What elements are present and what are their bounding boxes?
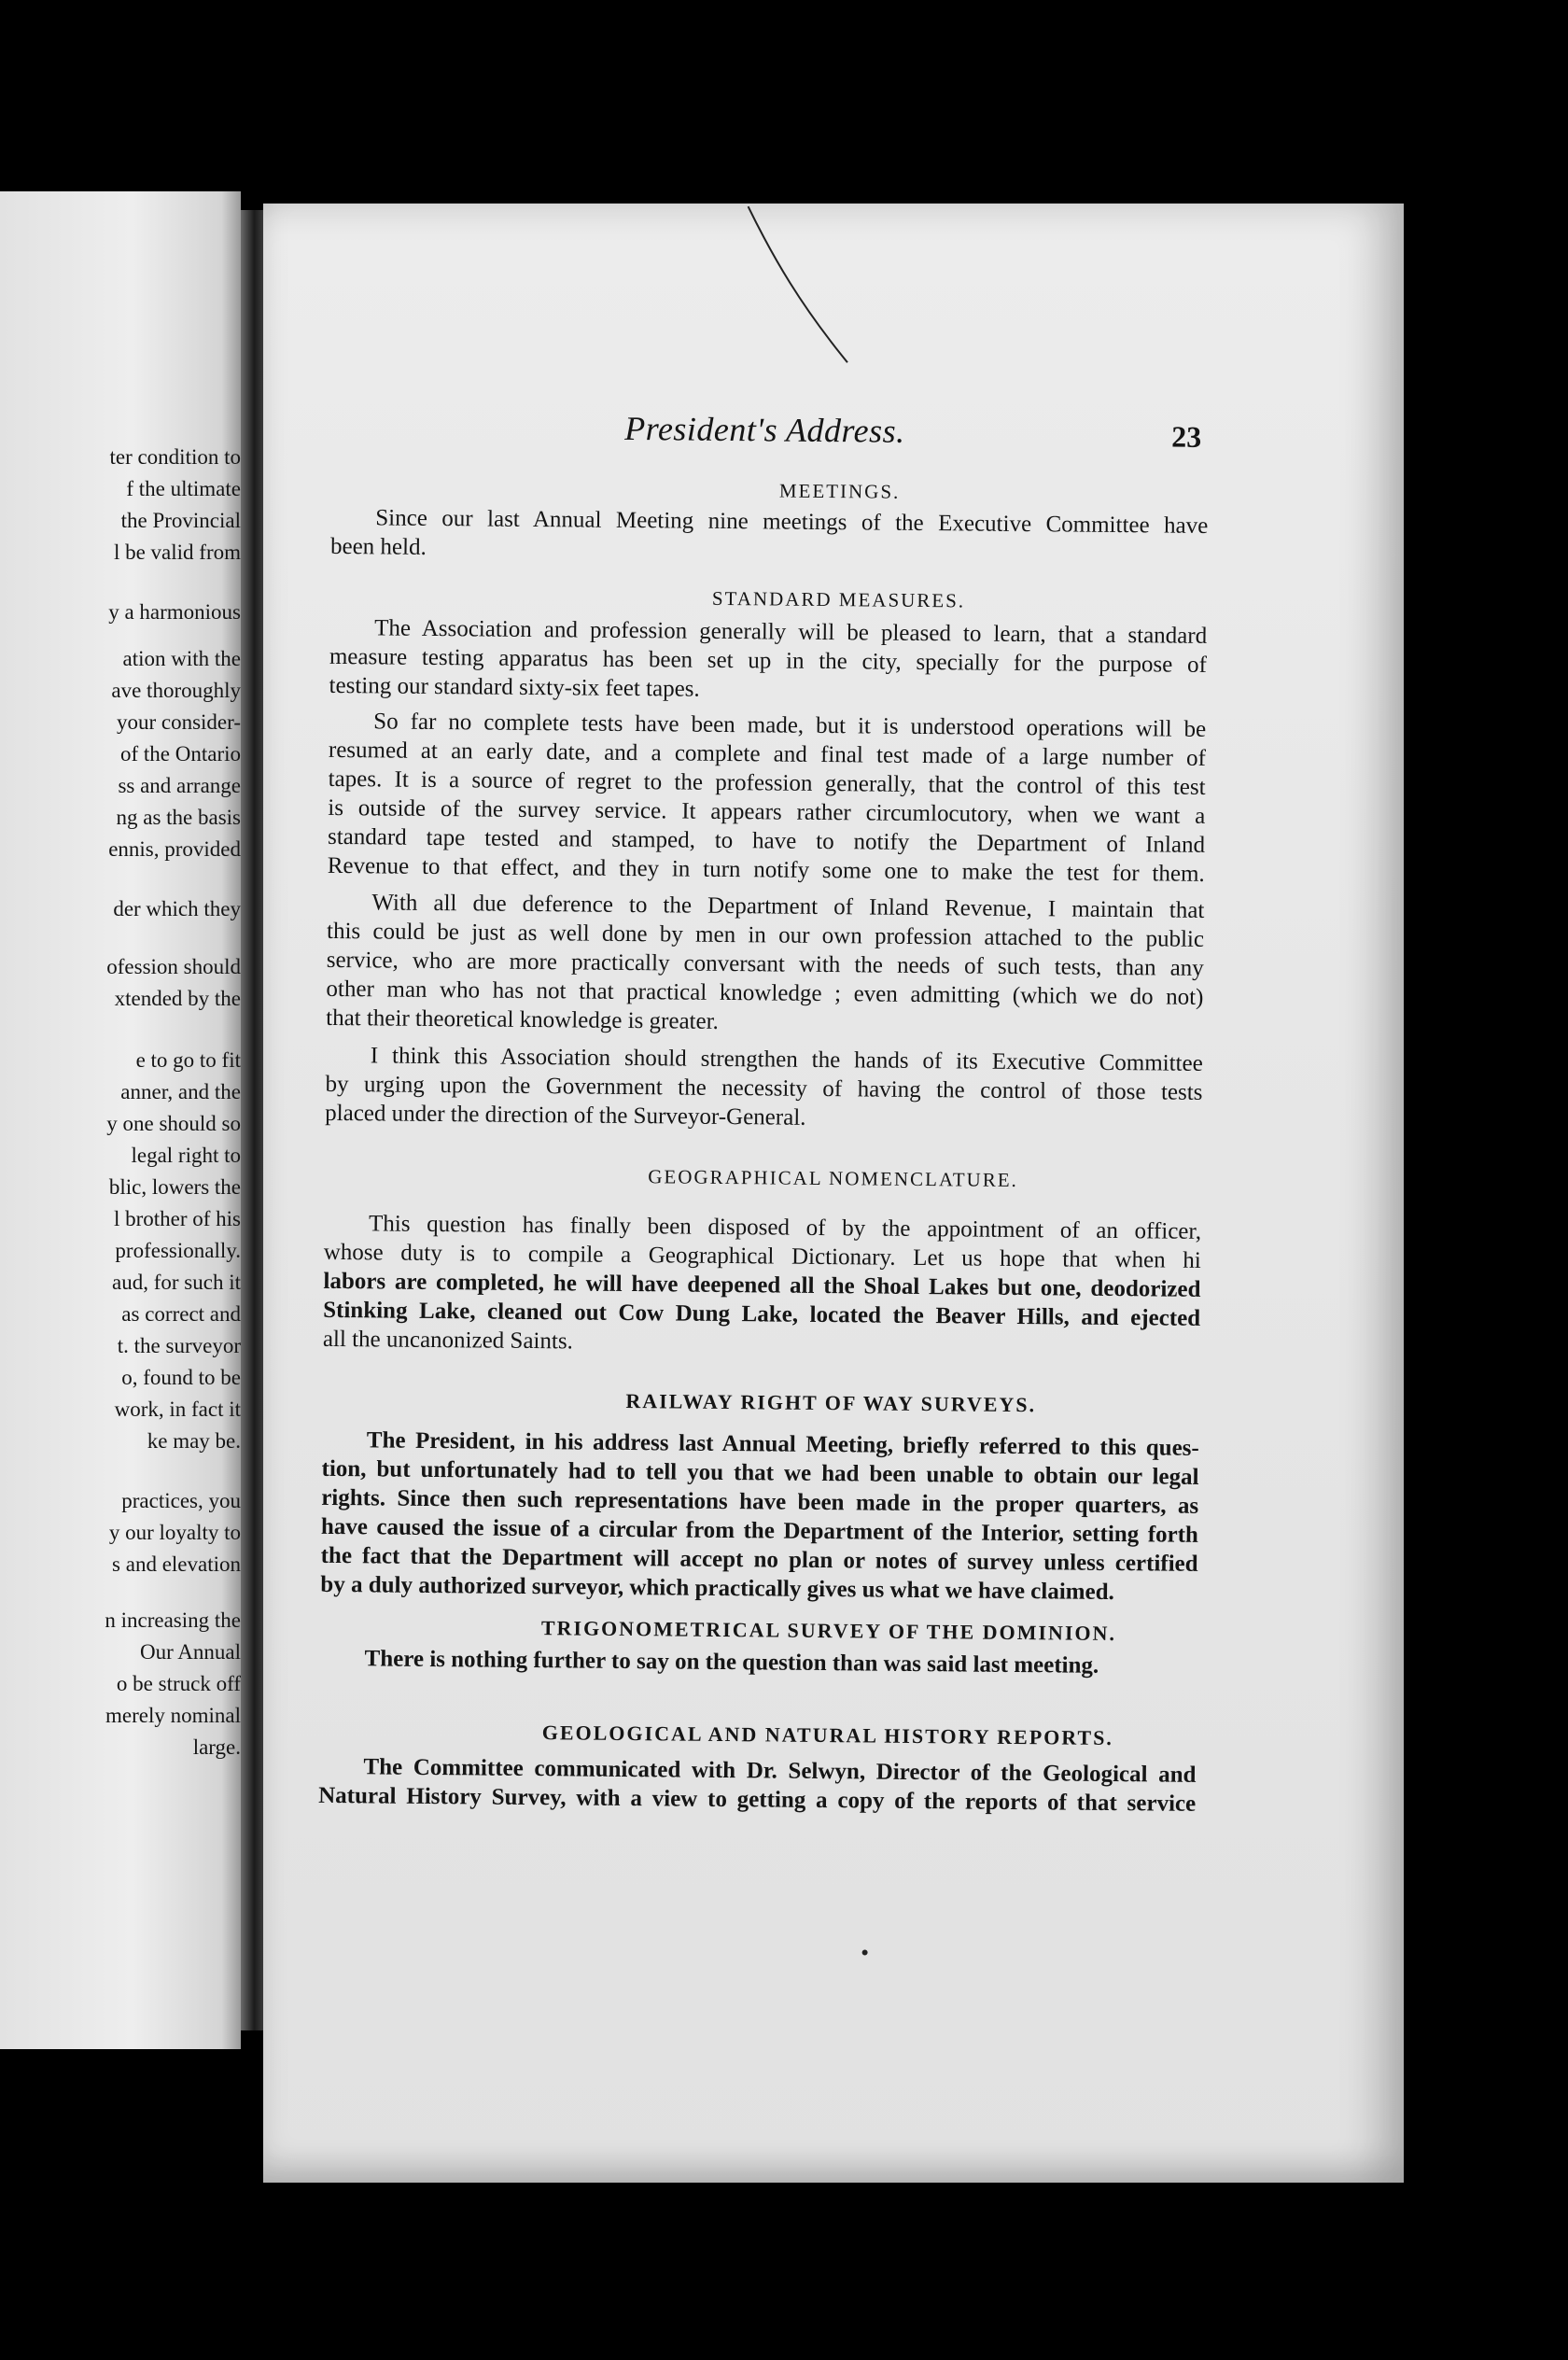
section-heading-trigonometrical-survey: TRIGONOMETRICAL SURVEY OF THE DOMINION. <box>540 1616 1117 1646</box>
left-page-line: merely nominal <box>105 1704 241 1727</box>
left-page-line: blic, lowers the <box>108 1175 241 1199</box>
paragraph <box>325 1041 1203 1136</box>
running-head: President's Address. <box>624 409 905 450</box>
ink-speck <box>862 1949 868 1955</box>
text-line: service, who are more practically conversant with the needs of such tests, than any <box>326 947 1204 981</box>
left-page-line: aud, for such it <box>112 1271 241 1294</box>
left-page-fragment <box>0 191 241 2049</box>
left-page-line: ss and arrange <box>118 774 241 797</box>
left-page-line: ofession should <box>106 955 241 978</box>
text-line: Natural History Survey, with a view to getting a copy of the reports of that service <box>318 1782 1197 1817</box>
text-line: tapes. It is a source of regret to the profession generally, that the control of this test <box>328 766 1206 800</box>
left-page-line: y our loyalty to <box>108 1521 241 1544</box>
text-line: is outside of the survey service. It appears rather circumlocutory, when we want a <box>328 794 1206 829</box>
left-page-line: n increasing the <box>105 1608 241 1632</box>
text-line: have caused the issue of a circular from the Department of the Interior, setting forth <box>320 1513 1199 1548</box>
left-page-line: der which they <box>113 897 241 920</box>
page-number: 23 <box>1171 419 1202 454</box>
left-page-line: l brother of his <box>113 1207 241 1230</box>
text-line: testing our standard sixty-six feet tapes. <box>329 672 700 702</box>
left-page-line: ennis, provided <box>108 837 241 861</box>
left-page-line: xtended by the <box>114 987 241 1010</box>
left-page-line: large. <box>192 1735 241 1759</box>
text-line: that their theoretical knowledge is greater. <box>326 1004 719 1034</box>
paragraph <box>330 503 1209 569</box>
section-heading-geological-reports: GEOLOGICAL AND NATURAL HISTORY REPORTS. <box>541 1721 1114 1750</box>
left-page-line: of the Ontario <box>119 742 241 766</box>
text-line: standard tape tested and stamped, to have to notify the Department of Inland <box>327 823 1206 858</box>
left-page-line: ation with the <box>122 647 241 670</box>
left-page-line: e to go to fit <box>135 1048 241 1072</box>
left-page-line: Our Annual <box>140 1640 241 1664</box>
text-line: other man who has not that practical knowledge ; even admitting (which we do not) <box>326 976 1204 1010</box>
section-heading-railway-right-of-way: RAILWAY RIGHT OF WAY SURVEYS. <box>625 1388 1037 1417</box>
text-line: measure testing apparatus has been set up in the city, specially for the purpose of <box>329 643 1208 678</box>
text-line: I think this Association should strengthen the hands of its Executive Committee <box>370 1043 1203 1076</box>
text-line: placed under the direction of the Surveyor-General. <box>325 1100 806 1131</box>
section-heading-standard-measures: STANDARD MEASURES. <box>711 586 966 612</box>
left-page-line: o be struck off <box>116 1672 241 1695</box>
left-page-line: practices, you <box>121 1489 241 1512</box>
text-line: The Committee communicated with Dr. Selwyn, Director of the Geological and <box>363 1754 1197 1788</box>
left-page-line: ave thoroughly <box>111 679 241 702</box>
text-line: Revenue to that effect, and they in turn notify some one to make the test for them. <box>327 852 1205 887</box>
left-page-line: f the ultimate <box>126 477 241 500</box>
left-page-line: t. the surveyor <box>117 1334 241 1357</box>
left-page-line: o, found to be <box>121 1366 241 1389</box>
text-line: whose duty is to compile a Geographical Dictionary. Let us hope that when hi <box>323 1239 1201 1273</box>
text-line: There is nothing further to say on the question than was said last meeting. <box>364 1646 1099 1679</box>
left-page-line: ng as the basis <box>116 806 241 829</box>
text-line: all the uncanonized Saints. <box>322 1326 573 1355</box>
section-heading-geographical-nomenclature: GEOGRAPHICAL NOMENCLATURE. <box>648 1165 1018 1192</box>
text-line: The President, in his address last Annual Meeting, briefly referred to this ques- <box>366 1427 1199 1461</box>
left-page-line: as correct and <box>121 1302 241 1326</box>
text-line: So far no complete tests have been made, but it is understood operations will be <box>373 709 1207 742</box>
left-page-line: anner, and the <box>120 1080 241 1103</box>
fold-crease <box>745 203 859 372</box>
left-page-line: ter condition to <box>109 445 241 469</box>
text-line: Stinking Lake, cleaned out Cow Dung Lake, located the Beaver Hills, and ejected <box>323 1297 1201 1331</box>
text-line: tion, but unfortunately had to tell you that we had been unable to obtain our legal <box>321 1455 1199 1490</box>
paragraph <box>329 613 1207 709</box>
left-page-line: ke may be. <box>147 1429 241 1453</box>
left-page-line: y a harmonious <box>108 600 241 624</box>
left-page-line: s and elevation <box>112 1552 241 1576</box>
paragraph <box>323 1209 1201 1362</box>
page-23 <box>263 204 1404 2183</box>
paragraph <box>328 707 1207 889</box>
paragraph <box>320 1426 1199 1608</box>
text-line: Since our last Annual Meeting nine meetings of the Executive Committee have <box>375 505 1209 539</box>
text-line: The Association and profession generally will be pleased to learn, that a standard <box>374 615 1208 649</box>
text-line: This question has finally been disposed of by the appointment of an officer, <box>368 1211 1202 1244</box>
left-page-line: legal right to <box>131 1144 241 1167</box>
left-page-line: l be valid from <box>113 541 241 564</box>
left-page-line: your consider- <box>116 710 241 734</box>
text-line: by urging upon the Government the necessity of having the control of those tests <box>325 1071 1203 1105</box>
paragraph <box>318 1752 1197 1819</box>
text-line: by a duly authorized surveyor, which practically gives us what we have claimed. <box>320 1571 1114 1606</box>
paragraph <box>319 1644 1197 1681</box>
paragraph <box>326 888 1204 1041</box>
text-line: this could be just as well done by men in our own profession attached to the public <box>326 918 1205 952</box>
left-page-line: work, in fact it <box>114 1398 241 1421</box>
section-heading-meetings: MEETINGS. <box>778 479 901 503</box>
text-line: rights. Since then such representations have been made in the proper quarters, as <box>321 1484 1199 1519</box>
text-line: been held. <box>329 533 427 560</box>
left-page-line: the Provincial <box>120 509 241 532</box>
text-line: labors are completed, he will have deepened all the Shoal Lakes but one, deodorized <box>323 1268 1201 1302</box>
text-line: the fact that the Department will accept no plan or notes of survey unless certified <box>320 1542 1198 1577</box>
text-line: resumed at an early date, and a complete and final test made of a large number of <box>328 737 1207 771</box>
left-page-line: y one should so <box>106 1112 241 1135</box>
text-line: With all due deference to the Department of Inland Revenue, I maintain that <box>371 890 1205 923</box>
left-page-line: professionally. <box>115 1239 241 1262</box>
